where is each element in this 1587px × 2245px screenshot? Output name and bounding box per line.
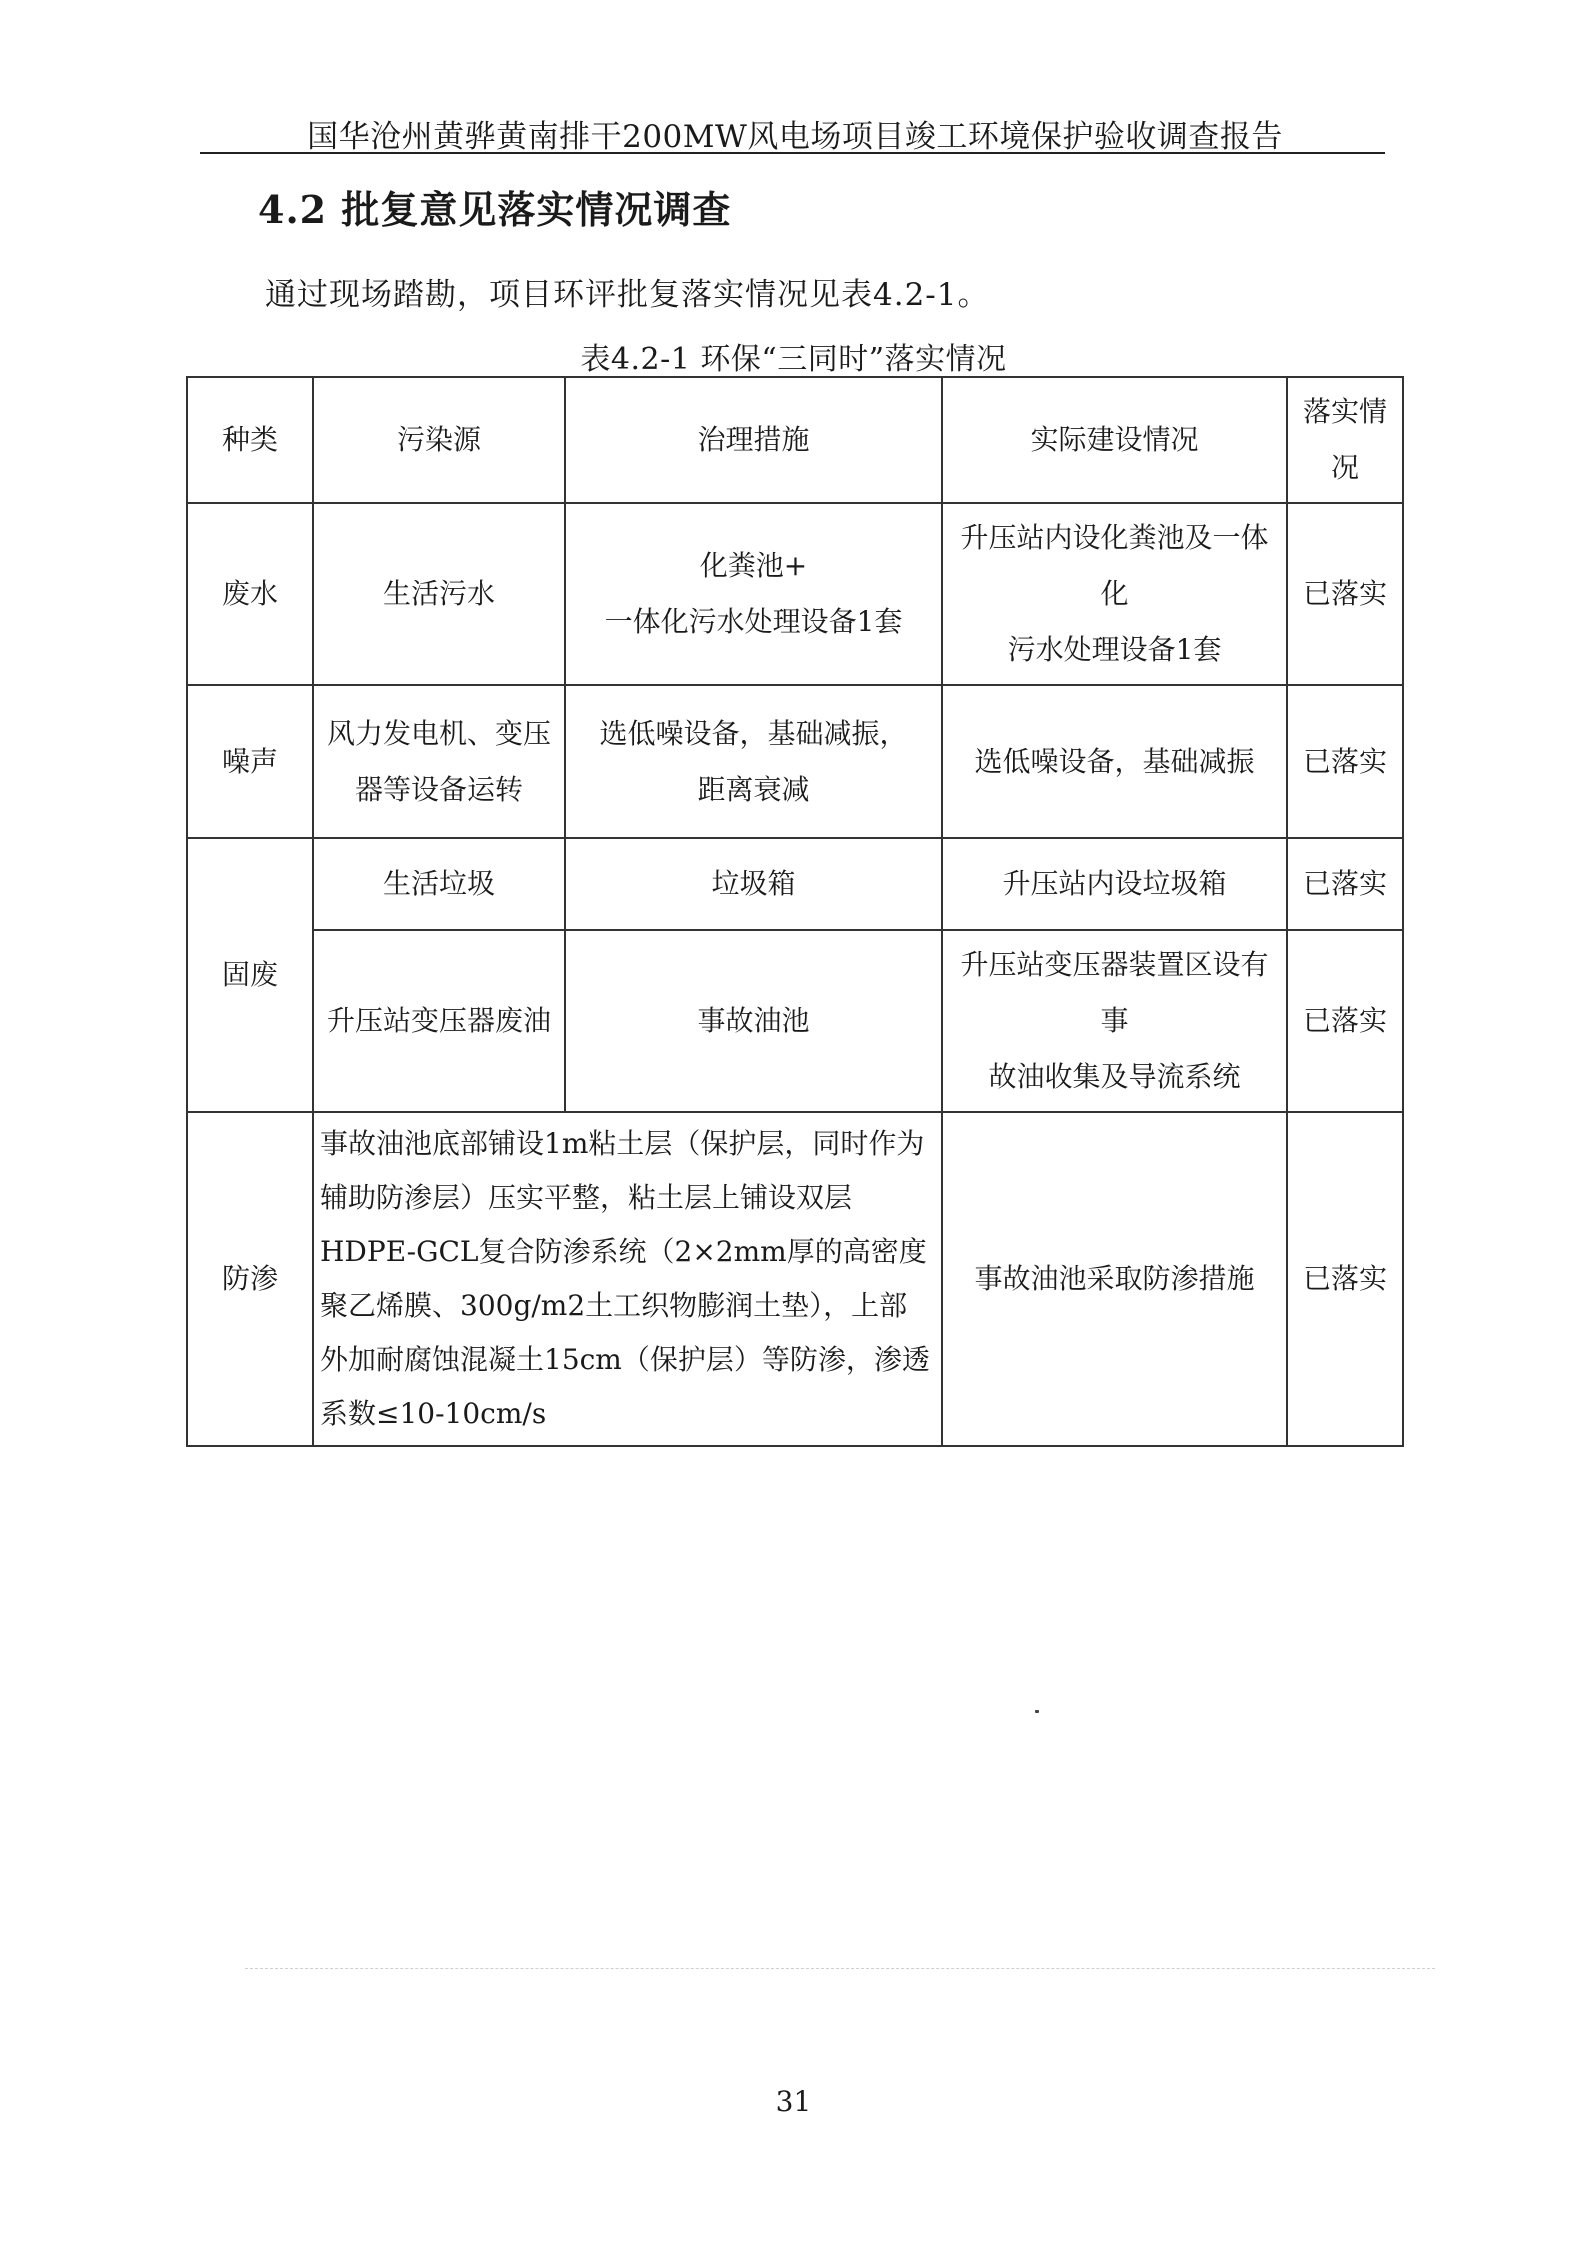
actual-cell: 升压站变压器装置区设有事 故油收集及导流系统 — [942, 930, 1287, 1112]
actual-cell: 升压站内设垃圾箱 — [942, 838, 1287, 930]
source-cell: 生活污水 — [313, 503, 565, 685]
source-cell: 生活垃圾 — [313, 838, 565, 930]
source-cell: 升压站变压器废油 — [313, 930, 565, 1112]
footer-divider — [245, 1968, 1435, 1969]
header-pollution-source: 污染源 — [313, 377, 565, 503]
header-category: 种类 — [187, 377, 313, 503]
status-cell: 已落实 — [1287, 685, 1403, 838]
actual-cell: 升压站内设化粪池及一体化 污水处理设备1套 — [942, 503, 1287, 685]
table-row — [187, 503, 1403, 685]
table-header-row — [187, 377, 1403, 503]
header-implementation-status: 落实情况 — [1287, 377, 1403, 503]
measure-cell: 垃圾箱 — [565, 838, 942, 930]
table-caption: 表4.2-1 环保“三同时”落实情况 — [580, 342, 1007, 377]
source-cell: 风力发电机、变压 器等设备运转 — [313, 685, 565, 838]
category-cell: 废水 — [187, 503, 313, 685]
measure-cell: 事故油池 — [565, 930, 942, 1112]
category-cell: 防渗 — [187, 1112, 313, 1446]
measure-cell: 化粪池+ 一体化污水处理设备1套 — [565, 503, 942, 685]
status-cell: 已落实 — [1287, 503, 1403, 685]
category-cell: 噪声 — [187, 685, 313, 838]
header-divider — [200, 152, 1385, 154]
table-row — [187, 1112, 1403, 1446]
actual-cell: 选低噪设备，基础减振 — [942, 685, 1287, 838]
header-actual-construction: 实际建设情况 — [942, 377, 1287, 503]
page-number: 31 — [775, 2085, 812, 2118]
status-cell: 已落实 — [1287, 1112, 1403, 1446]
header-treatment-measure: 治理措施 — [565, 377, 942, 503]
table-row — [187, 685, 1403, 838]
table-row — [187, 838, 1403, 930]
category-cell: 固废 — [187, 838, 313, 1112]
table-row — [187, 930, 1403, 1112]
actual-cell: 事故油池采取防渗措施 — [942, 1112, 1287, 1446]
status-cell: 已落实 — [1287, 838, 1403, 930]
three-simultaneous-table — [186, 376, 1404, 1447]
status-cell: 已落实 — [1287, 930, 1403, 1112]
scan-speck — [1035, 1710, 1039, 1713]
measure-cell: 事故油池底部铺设1m粘土层（保护层，同时作为辅助防渗层）压实平整，粘土层上铺设双层HDPE-GCL复合防渗系统（2×2mm厚的高密度聚乙烯膜、300g/m2土工织物膨润土垫），上部外加耐腐蚀混凝土15cm（保护层）等防渗，渗透系数≤10-10cm/s — [313, 1112, 942, 1446]
measure-cell: 选低噪设备，基础减振， 距离衰减 — [565, 685, 942, 838]
intro-paragraph: 通过现场踏勘，项目环评批复落实情况见表4.2-1。 — [265, 277, 990, 313]
document-header-title: 国华沧州黄骅黄南排干200MW风电场项目竣工环境保护验收调查报告 — [307, 119, 1283, 155]
section-heading: 4.2 批复意见落实情况调查 — [258, 187, 732, 232]
